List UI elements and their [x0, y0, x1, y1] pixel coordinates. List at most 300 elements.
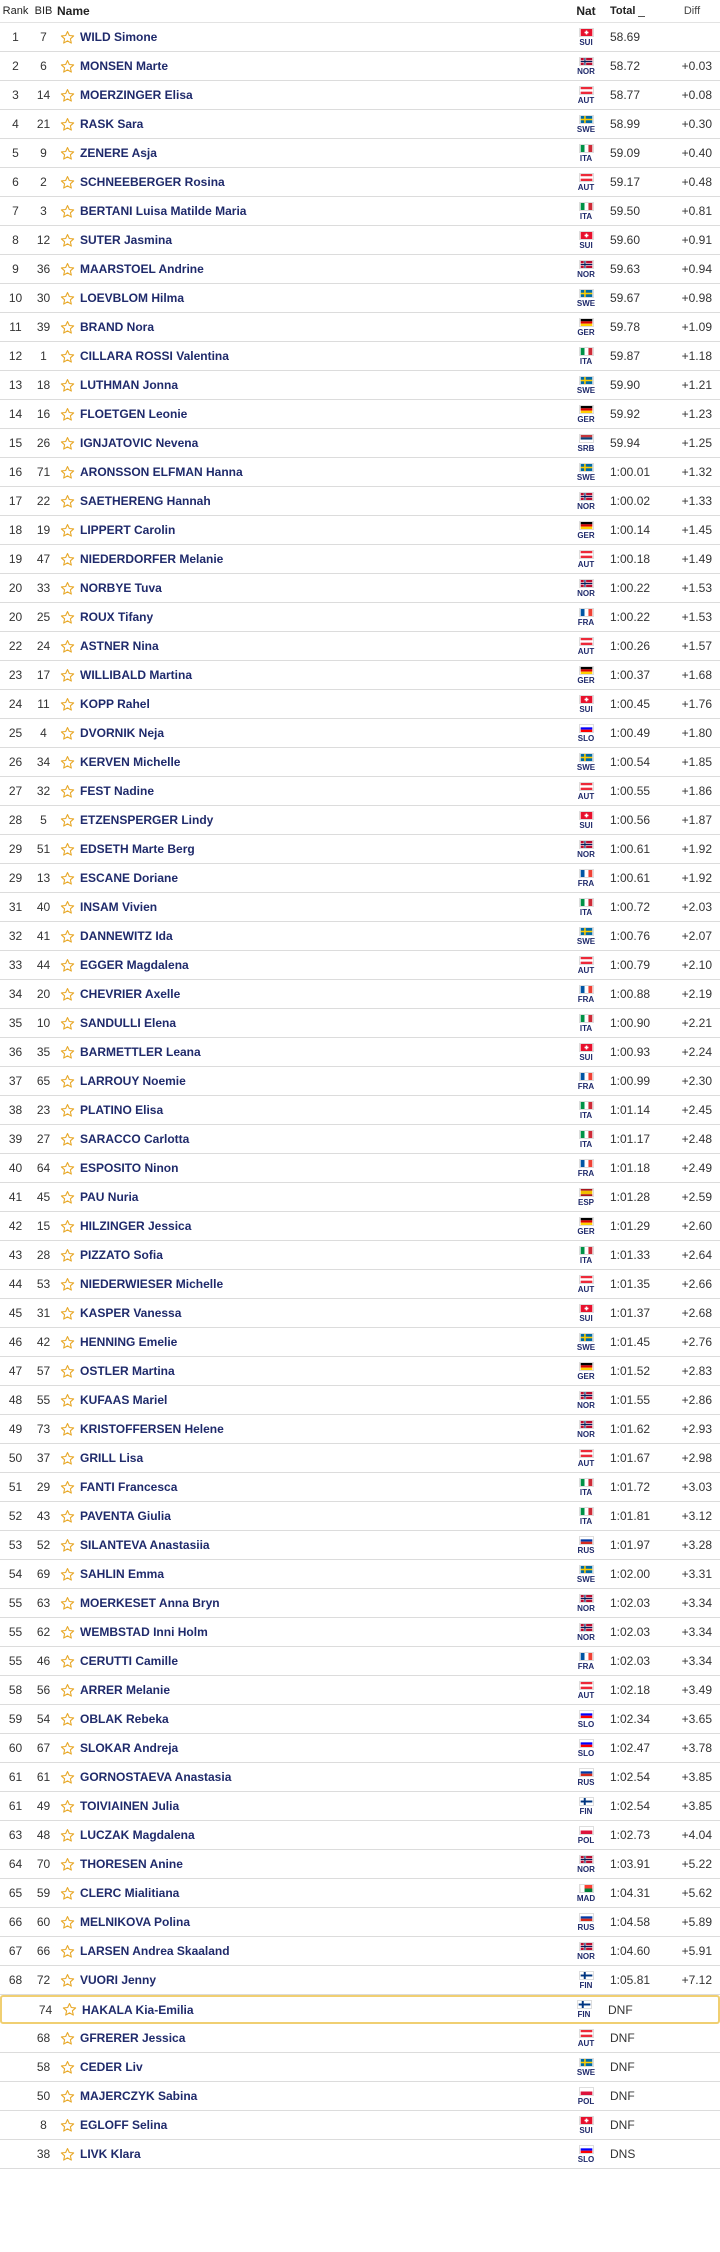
table-row[interactable]	[0, 661, 720, 690]
star-icon	[60, 320, 75, 335]
nation-cell	[566, 1362, 606, 1381]
athlete-name-link[interactable]: FANTI Francesca	[80, 1480, 178, 1494]
table-row[interactable]	[0, 139, 720, 168]
table-row[interactable]	[0, 400, 720, 429]
nation-cell	[566, 753, 606, 772]
table-row[interactable]	[0, 2082, 720, 2111]
favorite-button[interactable]	[56, 1944, 78, 1959]
table-row[interactable]	[0, 1705, 720, 1734]
favorite-button[interactable]	[56, 1248, 78, 1263]
athlete-name-link[interactable]: MOERZINGER Elisa	[80, 88, 193, 102]
table-row[interactable]	[0, 1676, 720, 1705]
athlete-name-link[interactable]: ETZENSPERGER Lindy	[80, 813, 214, 827]
table-row[interactable]	[0, 835, 720, 864]
table-row[interactable]	[0, 1473, 720, 1502]
diff-cell: +2.48	[681, 1132, 712, 1146]
athlete-name-link[interactable]: CILLARA ROSSI Valentina	[80, 349, 229, 363]
athlete-name-link[interactable]: SUTER Jasmina	[80, 233, 173, 247]
table-row[interactable]	[0, 516, 720, 545]
bib-cell: 16	[36, 407, 51, 421]
table-row[interactable]	[0, 1560, 720, 1589]
total-time-cell: 1:03.91	[610, 1857, 651, 1871]
nation-code: FRA	[577, 1661, 595, 1671]
athlete-name-link[interactable]: PAU Nuria	[80, 1190, 139, 1204]
athlete-name-link[interactable]: LIVK Klara	[80, 2147, 141, 2161]
bib-cell: 6	[40, 59, 47, 73]
favorite-button[interactable]	[56, 1915, 78, 1930]
athlete-name-link[interactable]: LIPPERT Carolin	[80, 523, 176, 537]
favorite-button[interactable]	[56, 262, 78, 277]
favorite-button[interactable]	[56, 2118, 78, 2133]
nation-code: GER	[577, 414, 595, 424]
favorite-button[interactable]	[56, 465, 78, 480]
favorite-button[interactable]	[56, 1509, 78, 1524]
flag-nor-icon	[579, 579, 594, 588]
diff-cell: +3.78	[681, 1741, 712, 1755]
athlete-name-link[interactable]: DVORNIK Neja	[80, 726, 165, 740]
favorite-button[interactable]	[56, 581, 78, 596]
flag-fin-icon	[579, 1797, 594, 1806]
favorite-button[interactable]	[56, 1132, 78, 1147]
athlete-name-link[interactable]: OBLAK Rebeka	[80, 1712, 169, 1726]
favorite-button[interactable]	[56, 436, 78, 451]
star-icon	[60, 1973, 75, 1988]
table-row[interactable]	[0, 1792, 720, 1821]
table-row[interactable]	[0, 1647, 720, 1676]
favorite-button[interactable]	[56, 813, 78, 828]
table-row[interactable]	[0, 1618, 720, 1647]
athlete-name-link[interactable]: SLOKAR Andreja	[80, 1741, 179, 1755]
athlete-name-link[interactable]: FEST Nadine	[80, 784, 155, 798]
table-row[interactable]	[0, 1966, 720, 1995]
table-row[interactable]	[0, 458, 720, 487]
flag-sui-icon	[579, 1304, 594, 1313]
rank-cell: 4	[12, 117, 19, 131]
table-row[interactable]	[0, 922, 720, 951]
table-row[interactable]	[0, 1908, 720, 1937]
table-row[interactable]	[0, 1328, 720, 1357]
favorite-button[interactable]	[56, 1712, 78, 1727]
star-icon	[60, 88, 75, 103]
table-row[interactable]	[0, 1937, 720, 1966]
athlete-name-link[interactable]: KASPER Vanessa	[80, 1306, 182, 1320]
table-row[interactable]	[0, 1821, 720, 1850]
athlete-name-link[interactable]: LARROUY Noemie	[80, 1074, 186, 1088]
rank-cell: 13	[8, 378, 23, 392]
table-row[interactable]	[0, 806, 720, 835]
diff-cell: +1.57	[681, 639, 712, 653]
athlete-name-link[interactable]: ARRER Melanie	[80, 1683, 171, 1697]
favorite-button[interactable]	[56, 204, 78, 219]
favorite-button[interactable]	[56, 1973, 78, 1988]
athlete-name-link[interactable]: NIEDERDORFER Melanie	[80, 552, 224, 566]
favorite-button[interactable]	[56, 1335, 78, 1350]
favorite-button[interactable]	[56, 146, 78, 161]
favorite-button[interactable]	[56, 1045, 78, 1060]
athlete-name-link[interactable]: ESPOSITO Ninon	[80, 1161, 179, 1175]
nation-code: NOR	[577, 1603, 595, 1613]
favorite-button[interactable]	[56, 987, 78, 1002]
table-row[interactable]	[0, 2053, 720, 2082]
diff-cell: +0.40	[681, 146, 712, 160]
athlete-name-link[interactable]: OSTLER Martina	[80, 1364, 175, 1378]
athlete-name-link[interactable]: CEDER Liv	[80, 2060, 143, 2074]
athlete-name-link[interactable]: CERUTTI Camille	[80, 1654, 179, 1668]
favorite-button[interactable]	[56, 2031, 78, 2046]
athlete-name-link[interactable]: EDSETH Marte Berg	[80, 842, 195, 856]
athlete-name-link[interactable]: SCHNEEBERGER Rosina	[80, 175, 225, 189]
athlete-name-link[interactable]: SAHLIN Emma	[80, 1567, 165, 1581]
athlete-name-link[interactable]: VUORI Jenny	[80, 1973, 157, 1987]
table-row[interactable]	[0, 284, 720, 313]
favorite-button[interactable]	[56, 755, 78, 770]
table-row[interactable]	[0, 864, 720, 893]
favorite-button[interactable]	[56, 349, 78, 364]
favorite-button[interactable]	[56, 1393, 78, 1408]
favorite-button[interactable]	[58, 2002, 80, 2017]
table-row[interactable]	[0, 1879, 720, 1908]
favorite-button[interactable]	[56, 929, 78, 944]
table-row[interactable]	[0, 1850, 720, 1879]
table-row[interactable]	[0, 342, 720, 371]
athlete-name-link[interactable]: BERTANI Luisa Matilde Maria	[80, 204, 247, 218]
favorite-button[interactable]	[56, 1596, 78, 1611]
table-row[interactable]	[0, 1125, 720, 1154]
table-row[interactable]	[0, 980, 720, 1009]
nation-code: AUT	[577, 95, 595, 105]
athlete-name-link[interactable]: NIEDERWIESER Michelle	[80, 1277, 224, 1291]
header-name[interactable]: Name	[57, 4, 90, 18]
header-diff[interactable]: Diff	[683, 5, 701, 17]
athlete-name-link[interactable]: HAKALA Kia-Emilia	[82, 2002, 194, 2017]
athlete-name-link[interactable]: INSAM Vivien	[80, 900, 158, 914]
athlete-name-link[interactable]: HENNING Emelie	[80, 1335, 178, 1349]
athlete-name-link[interactable]: WEMBSTAD Inni Holm	[80, 1625, 208, 1639]
table-row[interactable]	[0, 2024, 720, 2053]
nation-code: SWE	[576, 2067, 596, 2077]
table-row[interactable]	[0, 1444, 720, 1473]
athlete-name-link[interactable]: RASK Sara	[80, 117, 144, 131]
diff-cell: +2.76	[681, 1335, 712, 1349]
star-icon	[60, 1654, 75, 1669]
athlete-name-link[interactable]: MELNIKOVA Polina	[80, 1915, 191, 1929]
nation-cell	[566, 347, 606, 366]
athlete-name-link[interactable]: GRILL Lisa	[80, 1451, 144, 1465]
table-row[interactable]	[0, 255, 720, 284]
rank-cell: 29	[8, 842, 23, 856]
favorite-button[interactable]	[56, 871, 78, 886]
athlete-name-link[interactable]: ASTNER Nina	[80, 639, 159, 653]
favorite-button[interactable]	[56, 233, 78, 248]
bib-cell: 11	[37, 697, 50, 711]
athlete-name-link[interactable]: KERVEN Michelle	[80, 755, 181, 769]
table-row[interactable]	[0, 1763, 720, 1792]
table-row[interactable]	[0, 603, 720, 632]
athlete-name-link[interactable]: ARONSSON ELFMAN Hanna	[80, 465, 243, 479]
table-row[interactable]	[0, 545, 720, 574]
athlete-name-link[interactable]: IGNJATOVIC Nevena	[80, 436, 199, 450]
favorite-button[interactable]	[56, 784, 78, 799]
favorite-button[interactable]	[56, 697, 78, 712]
athlete-name-link[interactable]: DANNEWITZ Ida	[80, 929, 173, 943]
favorite-button[interactable]	[56, 1683, 78, 1698]
favorite-button[interactable]	[56, 1886, 78, 1901]
total-time-cell: 1:00.01	[610, 465, 651, 479]
favorite-button[interactable]	[56, 1219, 78, 1234]
athlete-name-link[interactable]: GORNOSTAEVA Anastasia	[80, 1770, 232, 1784]
star-icon	[60, 1509, 75, 1524]
table-row[interactable]	[0, 690, 720, 719]
favorite-button[interactable]	[56, 610, 78, 625]
total-time-cell: 1:00.61	[610, 871, 651, 885]
nation-code: MAD	[576, 1893, 596, 1903]
table-row[interactable]	[0, 1096, 720, 1125]
star-icon	[60, 1451, 75, 1466]
table-row[interactable]	[0, 632, 720, 661]
table-row[interactable]	[0, 226, 720, 255]
athlete-name-link[interactable]: GFRERER Jessica	[80, 2031, 186, 2045]
athlete-name-link[interactable]: LARSEN Andrea Skaaland	[80, 1944, 230, 1958]
favorite-button[interactable]	[56, 668, 78, 683]
table-row-highlighted[interactable]	[0, 1995, 720, 2024]
athlete-name-link[interactable]: LOEVBLOM Hilma	[80, 291, 185, 305]
favorite-button[interactable]	[56, 1016, 78, 1031]
favorite-button[interactable]	[56, 1770, 78, 1785]
flag-fin-icon	[579, 1971, 594, 1980]
table-row[interactable]	[0, 1415, 720, 1444]
athlete-name-link[interactable]: CLERC Mialitiana	[80, 1886, 180, 1900]
rank-cell: 64	[8, 1857, 23, 1871]
favorite-button[interactable]	[56, 2147, 78, 2162]
favorite-button[interactable]	[56, 320, 78, 335]
favorite-button[interactable]	[56, 1190, 78, 1205]
rank-cell: 32	[8, 929, 23, 943]
header-bib[interactable]: BIB	[34, 5, 53, 17]
table-row[interactable]	[0, 1502, 720, 1531]
table-row[interactable]	[0, 313, 720, 342]
table-row[interactable]	[0, 1067, 720, 1096]
rank-cell: 41	[8, 1190, 23, 1204]
nation-cell	[566, 1594, 606, 1613]
table-row[interactable]	[0, 110, 720, 139]
favorite-button[interactable]	[56, 1538, 78, 1553]
favorite-button[interactable]	[56, 378, 78, 393]
nation-code: GER	[577, 1371, 595, 1381]
table-row[interactable]	[0, 748, 720, 777]
flag-ger-icon	[579, 1362, 594, 1371]
flag-ita-icon	[579, 347, 594, 356]
favorite-button[interactable]	[56, 88, 78, 103]
athlete-name-link[interactable]: TOIVIAINEN Julia	[80, 1799, 180, 1813]
favorite-button[interactable]	[56, 523, 78, 538]
table-row[interactable]	[0, 777, 720, 806]
favorite-button[interactable]	[56, 1277, 78, 1292]
athlete-name-link[interactable]: PIZZATO Sofia	[80, 1248, 163, 1262]
athlete-name-link[interactable]: MAARSTOEL Andrine	[80, 262, 204, 276]
athlete-name-link[interactable]: EGGER Magdalena	[80, 958, 189, 972]
total-time-cell: 1:01.17	[610, 1132, 651, 1146]
diff-cell: +1.33	[681, 494, 712, 508]
athlete-name-link[interactable]: SANDULLI Elena	[80, 1016, 177, 1030]
flag-ger-icon	[579, 1217, 594, 1226]
favorite-button[interactable]	[56, 1074, 78, 1089]
athlete-name-link[interactable]: PLATINO Elisa	[80, 1103, 164, 1117]
table-row[interactable]	[0, 52, 720, 81]
favorite-button[interactable]	[56, 1364, 78, 1379]
favorite-button[interactable]	[56, 291, 78, 306]
favorite-button[interactable]	[56, 842, 78, 857]
star-icon	[60, 233, 75, 248]
athlete-name-link[interactable]: SARACCO Carlotta	[80, 1132, 190, 1146]
athlete-name-link[interactable]: BARMETTLER Leana	[80, 1045, 201, 1059]
favorite-button[interactable]	[56, 900, 78, 915]
table-row[interactable]	[0, 487, 720, 516]
table-row[interactable]	[0, 1299, 720, 1328]
nation-code: ITA	[579, 1023, 593, 1033]
table-row[interactable]	[0, 1183, 720, 1212]
table-row[interactable]	[0, 1241, 720, 1270]
table-row[interactable]	[0, 2111, 720, 2140]
athlete-name-link[interactable]: MOERKESET Anna Bryn	[80, 1596, 220, 1610]
table-row[interactable]	[0, 371, 720, 400]
athlete-name-link[interactable]: MONSEN Marte	[80, 59, 169, 73]
athlete-name-link[interactable]: BRAND Nora	[80, 320, 155, 334]
table-row[interactable]	[0, 1531, 720, 1560]
star-icon	[60, 1596, 75, 1611]
flag-ita-icon	[579, 898, 594, 907]
rank-cell: 5	[12, 146, 19, 160]
favorite-button[interactable]	[56, 117, 78, 132]
diff-cell: +2.21	[681, 1016, 712, 1030]
athlete-name-link[interactable]: ROUX Tifany	[80, 610, 154, 624]
favorite-button[interactable]	[56, 1103, 78, 1118]
favorite-button[interactable]	[56, 552, 78, 567]
favorite-button[interactable]	[56, 958, 78, 973]
athlete-name-link[interactable]: NORBYE Tuva	[80, 581, 162, 595]
bib-cell: 33	[36, 581, 51, 595]
favorite-button[interactable]	[56, 1451, 78, 1466]
table-row[interactable]	[0, 1357, 720, 1386]
diff-cell: +4.04	[681, 1828, 712, 1842]
total-time-cell: 1:01.18	[610, 1161, 651, 1175]
table-row[interactable]	[0, 429, 720, 458]
table-row[interactable]	[0, 951, 720, 980]
nation-cell	[566, 840, 606, 859]
table-row[interactable]	[0, 893, 720, 922]
favorite-button[interactable]	[56, 1161, 78, 1176]
favorite-button[interactable]	[56, 1857, 78, 1872]
athlete-name-link[interactable]: MAJERCZYK Sabina	[80, 2089, 198, 2103]
athlete-name-link[interactable]: KRISTOFFERSEN Helene	[80, 1422, 224, 1436]
star-icon	[60, 668, 75, 683]
athlete-name-link[interactable]: WILLIBALD Martina	[80, 668, 192, 682]
favorite-button[interactable]	[56, 407, 78, 422]
table-row[interactable]	[0, 168, 720, 197]
flag-aut-icon	[579, 637, 594, 646]
nation-code: POL	[577, 1835, 595, 1845]
table-row[interactable]	[0, 1009, 720, 1038]
nation-code: GER	[577, 675, 595, 685]
favorite-button[interactable]	[56, 726, 78, 741]
athlete-name-link[interactable]: FLOETGEN Leonie	[80, 407, 188, 421]
star-icon	[60, 349, 75, 364]
athlete-name-link[interactable]: ESCANE Doriane	[80, 871, 179, 885]
table-row[interactable]	[0, 574, 720, 603]
favorite-button[interactable]	[56, 1799, 78, 1814]
bib-cell: 39	[36, 320, 51, 334]
favorite-button[interactable]	[56, 1567, 78, 1582]
athlete-name-link[interactable]: KUFAAS Mariel	[80, 1393, 168, 1407]
athlete-name-link[interactable]: HILZINGER Jessica	[80, 1219, 192, 1233]
athlete-name-link[interactable]: EGLOFF Selina	[80, 2118, 168, 2132]
athlete-name-link[interactable]: PAVENTA Giulia	[80, 1509, 171, 1523]
nation-code: FIN	[579, 1806, 593, 1816]
favorite-button[interactable]	[56, 1741, 78, 1756]
athlete-name-link[interactable]: SAETHERENG Hannah	[80, 494, 211, 508]
flag-slo-icon	[579, 724, 594, 733]
table-row[interactable]	[0, 1038, 720, 1067]
table-row[interactable]	[0, 1734, 720, 1763]
bib-cell: 67	[36, 1741, 51, 1755]
total-time-cell: 1:02.34	[610, 1712, 651, 1726]
total-time-cell: 1:01.37	[610, 1306, 651, 1320]
athlete-name-link[interactable]: CHEVRIER Axelle	[80, 987, 181, 1001]
table-row[interactable]	[0, 197, 720, 226]
table-row[interactable]	[0, 719, 720, 748]
diff-cell: +1.32	[681, 465, 712, 479]
favorite-button[interactable]	[56, 1654, 78, 1669]
favorite-button[interactable]	[56, 494, 78, 509]
table-row[interactable]	[0, 2140, 720, 2169]
star-icon	[60, 842, 75, 857]
favorite-button[interactable]	[56, 1625, 78, 1640]
nation-cell	[564, 2000, 604, 2019]
header-total[interactable]	[606, 5, 664, 17]
diff-cell: +1.92	[681, 842, 712, 856]
diff-cell: +2.60	[681, 1219, 712, 1233]
star-icon	[62, 2002, 77, 2017]
table-row[interactable]	[0, 1154, 720, 1183]
table-row[interactable]	[0, 1270, 720, 1299]
favorite-button[interactable]	[56, 1422, 78, 1437]
athlete-name-link[interactable]: KOPP Rahel	[80, 697, 150, 711]
total-time-cell: 1:00.37	[610, 668, 651, 682]
table-row[interactable]	[0, 1386, 720, 1415]
table-row[interactable]	[0, 81, 720, 110]
favorite-button[interactable]	[56, 30, 78, 45]
total-time-cell: 1:00.49	[610, 726, 651, 740]
athlete-name-link[interactable]: ZENERE Asja	[80, 146, 157, 160]
favorite-button[interactable]	[56, 2060, 78, 2075]
favorite-button[interactable]	[56, 639, 78, 654]
athlete-name-link[interactable]: SILANTEVA Anastasiia	[80, 1538, 210, 1552]
favorite-button[interactable]	[56, 1306, 78, 1321]
athlete-name-link[interactable]: THORESEN Anine	[80, 1857, 183, 1871]
favorite-button[interactable]	[56, 175, 78, 190]
athlete-name-link[interactable]: LUTHMAN Jonna	[80, 378, 178, 392]
favorite-button[interactable]	[56, 59, 78, 74]
table-row[interactable]	[0, 23, 720, 52]
header-nat[interactable]: Nat	[576, 4, 596, 18]
favorite-button[interactable]	[56, 1480, 78, 1495]
athlete-name-link[interactable]: LUCZAK Magdalena	[80, 1828, 195, 1842]
table-row[interactable]	[0, 1589, 720, 1618]
table-row[interactable]	[0, 1212, 720, 1241]
favorite-button[interactable]	[56, 2089, 78, 2104]
header-rank[interactable]: Rank	[2, 5, 29, 17]
favorite-button[interactable]	[56, 1828, 78, 1843]
athlete-name-link[interactable]: WILD Simone	[80, 30, 158, 44]
